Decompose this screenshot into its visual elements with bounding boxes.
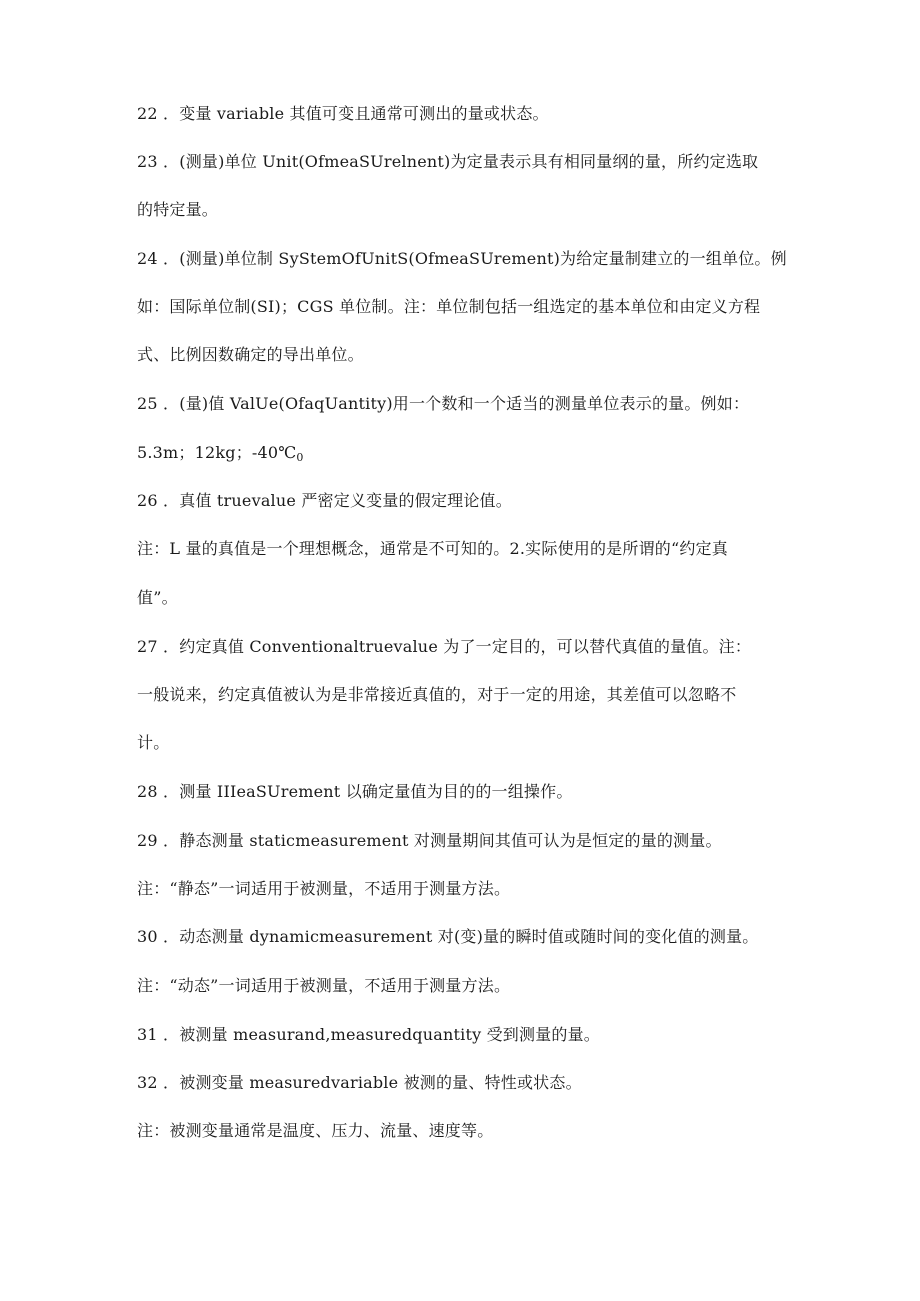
text-line-27-cont2: 计。 <box>137 733 170 752</box>
text-line-27-cont1: 一般说来，约定真值被认为是非常接近真值的，对于一定的用途，其差值可以忽略不 <box>137 685 737 704</box>
text-line-23: 23 ．(测量)单位 Unit(OfmeaSUrelnent)为定量表示具有相同量纲的量，所约定选取 <box>137 152 759 171</box>
text-line-28: 28 ．测量 IIIeaSUrement 以确定量值为目的的一组操作。 <box>137 782 573 801</box>
text-line-32-note: 注：被测变量通常是温度、压力、流量、速度等。 <box>137 1121 494 1140</box>
text-line-24-cont1: 如：国际单位制(SI)；CGS 单位制。注：单位制包括一组选定的基本单位和由定义方程 <box>137 297 761 316</box>
subscript-zero: 0 <box>296 451 304 464</box>
text-line-27: 27 ．约定真值 Conventionaltruevalue 为了一定目的，可以替代真值的量值。注： <box>137 637 752 656</box>
text-line-25-cont <box>137 443 304 468</box>
example-values: 5.3m；12kg；-40℃ <box>137 443 297 462</box>
text-line-26-note: 注：L 量的真值是一个理想概念，通常是不可知的。2.实际使用的是所谓的“约定真 <box>137 539 728 558</box>
text-line-31: 31 ．被测量 measurand,measuredquantity 受到测量的量。 <box>137 1025 600 1044</box>
text-line-26-note-cont: 值”。 <box>137 588 178 607</box>
text-line-24: 24 ．(测量)单位制 SyStemOfUnitS(OfmeaSUrement)为给定量制建立的一组单位。例 <box>137 249 787 268</box>
text-line-29-note: 注：“静态”一词适用于被测量，不适用于测量方法。 <box>137 879 511 898</box>
text-line-23-cont: 的特定量。 <box>137 200 219 219</box>
text-line-30-note: 注：“动态”一词适用于被测量，不适用于测量方法。 <box>137 976 511 995</box>
text-line-25: 25 ．(量)值 ValUe(OfaqUantity)用一个数和一个适当的测量单位表示的量。例如： <box>137 394 750 413</box>
text-line-29: 29 ．静态测量 staticmeasurement 对测量期间其值可认为是恒定的量的测量。 <box>137 831 722 850</box>
text-line-26: 26 ．真值 truevalue 严密定义变量的假定理论值。 <box>137 491 512 510</box>
text-line-22: 22 ．变量 variable 其值可变且通常可测出的量或状态。 <box>137 104 549 123</box>
text-line-24-cont2: 式、比例因数确定的导出单位。 <box>137 345 364 364</box>
text-line-32: 32 ．被测变量 measuredvariable 被测的量、特性或状态。 <box>137 1073 582 1092</box>
text-line-30: 30 ．动态测量 dynamicmeasurement 对(变)量的瞬时值或随时间的变化值的测量。 <box>137 927 759 946</box>
